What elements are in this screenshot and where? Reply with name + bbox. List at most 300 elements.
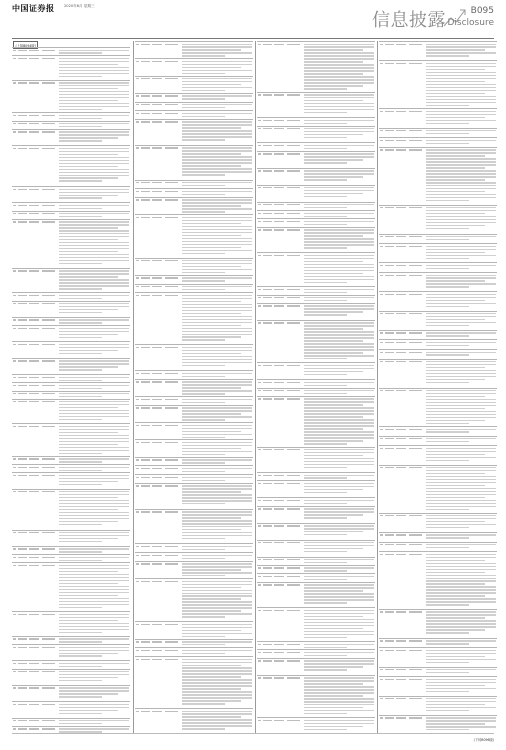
row-cell	[385, 467, 396, 468]
disclosure-row	[135, 422, 253, 439]
row-cell	[42, 148, 58, 149]
row-text-block	[59, 270, 129, 291]
row-cell	[287, 525, 303, 526]
row-cell	[141, 468, 152, 469]
row-cell	[165, 563, 181, 564]
row-text-block	[59, 148, 129, 185]
disclosure-row	[257, 396, 375, 447]
row-cell	[165, 459, 181, 460]
row-cell	[409, 275, 425, 276]
row-text-block	[182, 563, 252, 577]
row-cell	[165, 191, 181, 192]
row-cell	[274, 187, 287, 188]
column-rows	[12, 47, 130, 734]
row-cell	[152, 260, 165, 261]
row-cell	[263, 475, 274, 476]
row-cell	[263, 382, 274, 383]
row-cell	[409, 246, 425, 247]
row-cell	[152, 78, 165, 79]
row-cell	[287, 170, 303, 171]
row-cell	[385, 544, 396, 545]
row-text-block	[304, 475, 374, 480]
row-cell	[409, 544, 425, 545]
disclosure-row	[135, 344, 253, 370]
row-cell	[141, 61, 152, 62]
row-text-block	[182, 260, 252, 274]
disclosure-row	[257, 582, 375, 607]
disclosure-row	[257, 286, 375, 294]
row-text-block	[182, 217, 252, 257]
row-cell	[141, 624, 152, 625]
row-cell	[274, 584, 287, 585]
row-cell	[274, 44, 287, 45]
row-cell	[152, 711, 165, 712]
row-cell	[141, 399, 152, 400]
row-cell	[409, 554, 425, 555]
row-text-block	[182, 485, 252, 507]
row-cell	[274, 525, 287, 526]
row-cell	[263, 449, 274, 450]
row-cell	[42, 687, 58, 688]
row-cell	[396, 650, 409, 651]
row-cell	[141, 477, 152, 478]
row-cell	[29, 565, 42, 566]
row-cell	[385, 342, 396, 343]
row-cell	[18, 213, 29, 214]
row-cell	[263, 170, 274, 171]
row-cell	[409, 361, 425, 362]
row-text-block	[182, 286, 252, 291]
row-cell	[396, 352, 409, 353]
disclosure-row	[257, 218, 375, 226]
row-cell	[263, 120, 274, 121]
disclosure-row	[135, 474, 253, 483]
row-text-block	[304, 153, 374, 166]
disclosure-row	[257, 142, 375, 150]
row-cell	[141, 711, 152, 712]
row-cell	[409, 390, 425, 391]
row-cell	[165, 641, 181, 642]
disclosure-row	[12, 55, 130, 80]
row-text-block	[304, 187, 374, 200]
row-text-block	[59, 123, 129, 128]
disclosure-row	[379, 715, 497, 734]
row-cell	[274, 610, 287, 611]
row-cell	[42, 720, 58, 721]
row-cell	[141, 95, 152, 96]
disclosure-row	[257, 658, 375, 675]
row-text-block	[426, 207, 496, 232]
row-cell	[141, 277, 152, 278]
row-text-block	[59, 360, 129, 373]
column-rows	[257, 41, 375, 734]
row-cell	[42, 458, 58, 459]
disclosure-row	[12, 669, 130, 685]
row-text-block	[59, 205, 129, 210]
row-text-block	[59, 720, 129, 725]
row-text-block	[426, 130, 496, 136]
row-cell	[263, 213, 274, 214]
row-cell	[152, 286, 165, 287]
row-cell	[141, 295, 152, 296]
row-cell	[18, 663, 29, 664]
row-cell	[152, 277, 165, 278]
row-cell	[18, 385, 29, 386]
row-cell	[274, 576, 287, 577]
row-text-block	[304, 449, 374, 471]
row-cell	[396, 44, 409, 45]
row-cell	[385, 429, 396, 430]
row-cell	[42, 115, 58, 116]
disclosure-row	[379, 330, 497, 340]
row-cell	[396, 717, 409, 718]
column-rows	[135, 41, 253, 734]
row-cell	[141, 511, 152, 512]
row-cell	[263, 720, 274, 721]
row-cell	[409, 448, 425, 449]
row-cell	[152, 624, 165, 625]
row-text-block	[426, 390, 496, 425]
row-cell	[29, 221, 42, 222]
row-cell	[287, 221, 303, 222]
row-cell	[29, 115, 42, 116]
row-cell	[274, 720, 287, 721]
row-cell	[42, 82, 58, 83]
row-cell	[152, 563, 165, 564]
disclosure-row	[257, 480, 375, 497]
row-cell	[263, 652, 274, 653]
row-cell	[409, 438, 425, 439]
row-cell	[29, 303, 42, 304]
row-text-block	[304, 610, 374, 640]
row-cell	[18, 115, 29, 116]
disclosure-row	[12, 554, 130, 562]
row-cell	[287, 120, 303, 121]
row-cell	[385, 669, 396, 670]
row-cell	[18, 548, 29, 549]
disclosure-row	[379, 388, 497, 427]
footer-rule	[12, 733, 494, 734]
row-cell	[385, 149, 396, 150]
row-cell	[274, 305, 287, 306]
disclosure-row	[12, 374, 130, 382]
row-cell	[141, 641, 152, 642]
disclosure-row	[12, 611, 130, 636]
row-cell	[165, 295, 181, 296]
disclosure-row	[379, 667, 497, 677]
row-cell	[385, 438, 396, 439]
row-text-block	[426, 294, 496, 310]
row-cell	[152, 61, 165, 62]
row-cell	[274, 542, 287, 543]
row-cell	[263, 365, 274, 366]
row-text-block	[59, 328, 129, 341]
row-cell	[141, 191, 152, 192]
continued-to-label: (下转B096版)	[473, 738, 494, 742]
row-cell	[165, 659, 181, 660]
row-cell	[42, 401, 58, 402]
row-cell	[29, 728, 42, 729]
row-cell	[152, 121, 165, 122]
row-cell	[287, 322, 303, 323]
disclosure-row	[12, 685, 130, 701]
row-cell	[396, 236, 409, 237]
disclosure-row	[12, 530, 130, 546]
row-cell	[385, 63, 396, 64]
column-3	[257, 41, 375, 734]
row-cell	[152, 485, 165, 486]
row-text-block	[304, 508, 374, 521]
row-cell	[152, 347, 165, 348]
row-cell	[42, 319, 58, 320]
disclosure-row	[135, 708, 253, 734]
row-cell	[396, 265, 409, 266]
row-cell	[152, 442, 165, 443]
row-cell	[42, 295, 58, 296]
row-cell	[141, 459, 152, 460]
row-cell	[18, 270, 29, 271]
row-text-block	[182, 44, 252, 58]
disclosure-row	[257, 472, 375, 480]
row-cell	[29, 82, 42, 83]
row-text-block	[59, 344, 129, 357]
masthead	[0, 0, 506, 40]
row-cell	[274, 449, 287, 450]
row-cell	[141, 407, 152, 408]
row-cell	[396, 669, 409, 670]
disclosure-row	[257, 362, 375, 379]
row-cell	[29, 131, 42, 132]
row-cell	[42, 532, 58, 533]
row-text-block	[426, 515, 496, 531]
row-cell	[18, 401, 29, 402]
row-cell	[29, 671, 42, 672]
row-text-block	[59, 467, 129, 472]
row-cell	[274, 289, 287, 290]
disclosure-row	[379, 60, 497, 108]
row-cell	[287, 559, 303, 560]
disclosure-row	[379, 609, 497, 638]
row-cell	[165, 113, 181, 114]
row-cell	[385, 294, 396, 295]
row-cell	[385, 246, 396, 247]
disclosure-row	[135, 379, 253, 396]
row-cell	[385, 390, 396, 391]
disclosure-row	[257, 210, 375, 218]
row-cell	[409, 63, 425, 64]
disclosure-row	[379, 426, 497, 436]
disclosure-row	[135, 639, 253, 648]
row-text-block	[304, 255, 374, 285]
row-text-block	[59, 385, 129, 390]
row-cell	[141, 373, 152, 374]
row-cell	[29, 58, 42, 59]
row-text-block	[304, 483, 374, 496]
row-cell	[42, 548, 58, 549]
row-text-block	[59, 475, 129, 488]
disclosure-row	[257, 523, 375, 540]
row-text-block	[304, 229, 374, 251]
row-text-block	[304, 365, 374, 378]
row-cell	[18, 671, 29, 672]
row-cell	[274, 382, 287, 383]
row-text-block	[182, 61, 252, 75]
row-cell	[263, 483, 274, 484]
row-text-block	[304, 660, 374, 673]
row-cell	[274, 204, 287, 205]
disclosure-row	[379, 359, 497, 388]
row-cell	[263, 677, 274, 678]
row-text-block	[59, 557, 129, 562]
row-text-block	[304, 322, 374, 361]
row-cell	[274, 508, 287, 509]
disclosure-row	[12, 489, 130, 530]
row-cell	[287, 145, 303, 146]
disclosure-row	[135, 483, 253, 509]
row-text-block	[182, 468, 252, 473]
row-text-block	[182, 121, 252, 143]
row-cell	[396, 332, 409, 333]
row-text-block	[426, 640, 496, 646]
row-text-block	[426, 342, 496, 348]
row-cell	[165, 260, 181, 261]
row-cell	[42, 205, 58, 206]
row-cell	[409, 130, 425, 131]
row-cell	[274, 153, 287, 154]
row-cell	[29, 614, 42, 615]
row-text-block	[426, 63, 496, 108]
row-cell	[165, 555, 181, 556]
row-cell	[29, 401, 42, 402]
row-cell	[18, 393, 29, 394]
row-cell	[152, 199, 165, 200]
disclosure-row	[12, 382, 130, 390]
row-cell	[165, 95, 181, 96]
disclosure-row	[379, 445, 497, 464]
disclosure-row	[379, 513, 497, 532]
row-text-block	[59, 614, 129, 635]
disclosure-row	[12, 644, 130, 660]
row-cell	[42, 344, 58, 345]
row-text-block	[59, 647, 129, 660]
row-cell	[165, 624, 181, 625]
row-cell	[409, 342, 425, 343]
disclosure-row	[135, 214, 253, 257]
disclosure-row	[379, 243, 497, 262]
row-cell	[274, 255, 287, 256]
row-cell	[274, 660, 287, 661]
row-cell	[141, 104, 152, 105]
row-cell	[18, 58, 29, 59]
disclosure-row	[379, 137, 497, 147]
row-cell	[18, 205, 29, 206]
row-cell	[18, 475, 29, 476]
disclosure-row	[135, 439, 253, 456]
row-cell	[385, 515, 396, 516]
row-cell	[274, 567, 287, 568]
row-cell	[42, 131, 58, 132]
row-text-block	[304, 145, 374, 150]
row-cell	[152, 459, 165, 460]
row-cell	[29, 532, 42, 533]
row-cell	[385, 44, 396, 45]
disclosure-row	[135, 578, 253, 621]
row-cell	[409, 294, 425, 295]
row-cell	[385, 332, 396, 333]
row-text-block	[304, 567, 374, 572]
row-cell	[165, 121, 181, 122]
disclosure-row	[257, 497, 375, 505]
row-cell	[263, 525, 274, 526]
row-cell	[18, 720, 29, 721]
row-cell	[42, 614, 58, 615]
column-divider	[133, 41, 134, 734]
row-text-block	[182, 581, 252, 621]
row-cell	[165, 61, 181, 62]
disclosure-row	[135, 41, 253, 58]
disclosure-row	[135, 396, 253, 405]
row-cell	[396, 429, 409, 430]
row-cell	[18, 148, 29, 149]
disclosure-row	[379, 436, 497, 446]
row-cell	[287, 576, 303, 577]
row-cell	[141, 286, 152, 287]
row-cell	[263, 221, 274, 222]
row-cell	[396, 438, 409, 439]
row-cell	[18, 303, 29, 304]
row-cell	[141, 425, 152, 426]
row-cell	[152, 191, 165, 192]
disclosure-row	[379, 676, 497, 695]
row-cell	[274, 559, 287, 560]
row-cell	[409, 669, 425, 670]
row-text-block	[426, 313, 496, 329]
row-cell	[42, 557, 58, 558]
row-cell	[263, 660, 274, 661]
disclosure-row	[12, 660, 130, 668]
row-cell	[165, 546, 181, 547]
row-cell	[287, 390, 303, 391]
row-cell	[287, 475, 303, 476]
disclosure-row	[257, 717, 375, 734]
row-text-block	[182, 104, 252, 109]
row-cell	[42, 377, 58, 378]
row-text-block	[304, 677, 374, 716]
row-cell	[263, 390, 274, 391]
row-cell	[152, 113, 165, 114]
row-text-block	[304, 221, 374, 226]
row-cell	[409, 717, 425, 718]
row-cell	[409, 111, 425, 112]
row-text-block	[182, 477, 252, 482]
row-cell	[385, 611, 396, 612]
row-cell	[18, 344, 29, 345]
row-cell	[29, 385, 42, 386]
row-text-block	[182, 78, 252, 92]
row-text-block	[59, 663, 129, 668]
disclosure-row	[135, 543, 253, 552]
row-text-block	[304, 390, 374, 395]
row-cell	[42, 213, 58, 214]
row-cell	[287, 677, 303, 678]
disclosure-row	[12, 202, 130, 210]
row-cell	[263, 576, 274, 577]
row-cell	[385, 207, 396, 208]
row-cell	[287, 44, 303, 45]
row-text-block	[59, 704, 129, 717]
disclosure-row	[379, 339, 497, 349]
row-cell	[287, 508, 303, 509]
